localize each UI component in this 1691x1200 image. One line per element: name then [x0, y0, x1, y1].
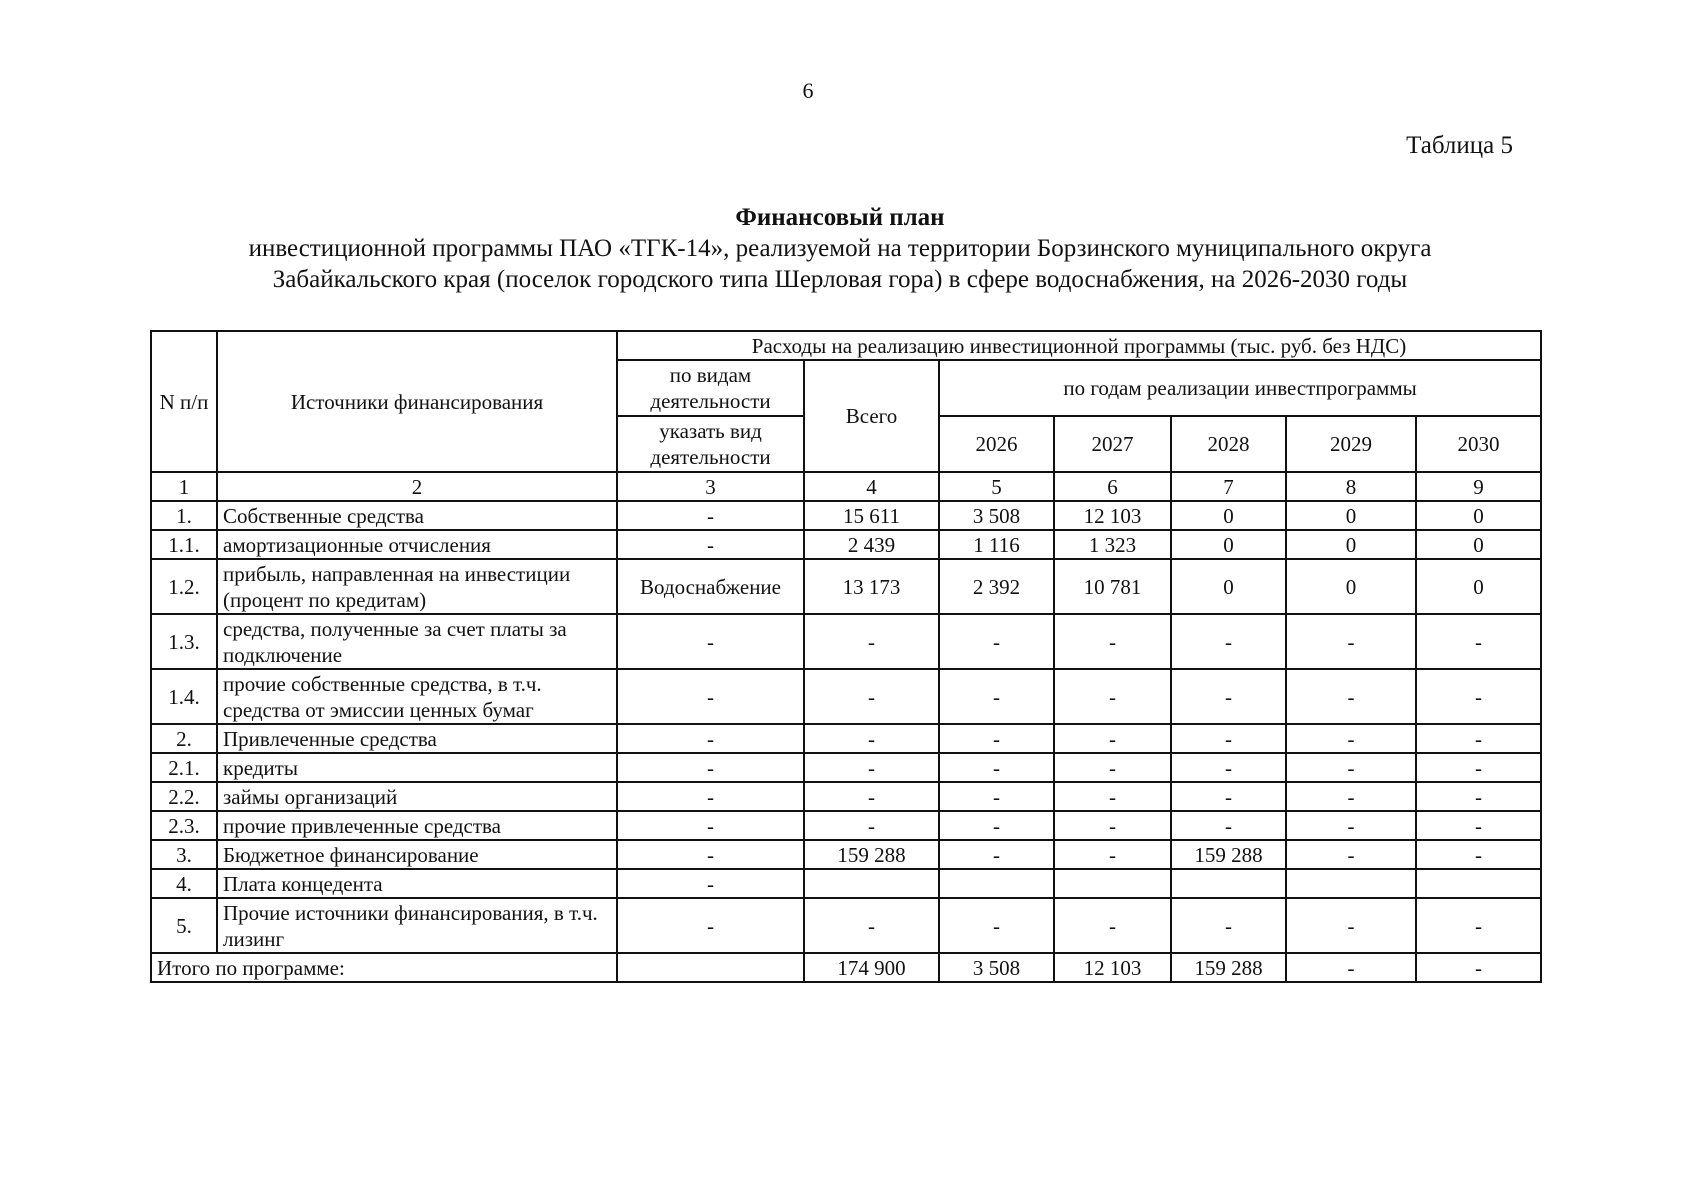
row-source: средства, полученные за счет платы за подключение [217, 614, 617, 669]
row-activity: - [617, 669, 804, 724]
row-2028: - [1171, 811, 1286, 840]
row-2029: 0 [1286, 530, 1416, 559]
row-number: 2.3. [151, 811, 217, 840]
row-2026: - [939, 669, 1054, 724]
header-specify-activity: указать вид деятельности [617, 416, 804, 472]
row-2026: - [939, 614, 1054, 669]
row-2029 [1286, 869, 1416, 898]
column-number: 4 [804, 472, 939, 501]
row-2027: - [1054, 782, 1171, 811]
row-2027: - [1054, 840, 1171, 869]
row-source: Прочие источники финансирования, в т.ч. лизинг [217, 898, 617, 953]
row-2027: 1 323 [1054, 530, 1171, 559]
row-total: 159 288 [804, 840, 939, 869]
page-number: 6 [802, 78, 814, 103]
column-number: 6 [1054, 472, 1171, 501]
row-activity: - [617, 782, 804, 811]
row-source: кредиты [217, 753, 617, 782]
row-2029: 0 [1286, 501, 1416, 530]
title-line-1: Финансовый план [735, 204, 945, 231]
row-2029: 0 [1286, 559, 1416, 614]
row-total [804, 869, 939, 898]
row-2029: - [1286, 753, 1416, 782]
row-2029: - [1286, 669, 1416, 724]
column-number: 9 [1416, 472, 1541, 501]
row-source: прибыль, направленная на инвестиции (процент по кредитам) [217, 559, 617, 614]
row-2028 [1171, 869, 1286, 898]
row-total: - [804, 753, 939, 782]
header-by-years: по годам реализации инвестпрограммы [939, 360, 1541, 416]
row-2028: 0 [1171, 501, 1286, 530]
column-number: 3 [617, 472, 804, 501]
row-2029: - [1286, 782, 1416, 811]
row-total: 13 173 [804, 559, 939, 614]
table-row [151, 501, 1541, 530]
row-total: - [804, 614, 939, 669]
row-number: 1.4. [151, 669, 217, 724]
row-2028: 0 [1171, 559, 1286, 614]
row-2030: - [1416, 811, 1541, 840]
row-2026: - [939, 811, 1054, 840]
row-activity: - [617, 898, 804, 953]
header-num: N п/п [151, 331, 217, 472]
table-row [151, 614, 1541, 669]
header-year: 2028 [1171, 416, 1286, 472]
row-2030: 0 [1416, 559, 1541, 614]
row-2028: - [1171, 753, 1286, 782]
row-2029: - [1286, 811, 1416, 840]
row-2027: - [1054, 614, 1171, 669]
row-activity: - [617, 869, 804, 898]
row-source: Бюджетное финансирование [217, 840, 617, 869]
header-year: 2029 [1286, 416, 1416, 472]
total-2029: - [1286, 953, 1416, 982]
row-number: 1.1. [151, 530, 217, 559]
table-row [151, 724, 1541, 753]
row-2028: - [1171, 669, 1286, 724]
row-2030: - [1416, 782, 1541, 811]
row-2027 [1054, 869, 1171, 898]
row-2026: 3 508 [939, 501, 1054, 530]
row-total: - [804, 724, 939, 753]
header-source: Источники финансирования [217, 331, 617, 472]
row-source: прочие собственные средства, в т.ч. средства от эмиссии ценных бумаг [217, 669, 617, 724]
column-number-row [151, 472, 1541, 501]
row-2027: - [1054, 724, 1171, 753]
row-2028: 0 [1171, 530, 1286, 559]
row-number: 5. [151, 898, 217, 953]
row-source: займы организаций [217, 782, 617, 811]
row-2030 [1416, 869, 1541, 898]
row-2026: 2 392 [939, 559, 1054, 614]
row-2028: 159 288 [1171, 840, 1286, 869]
row-2027: - [1054, 753, 1171, 782]
row-2027: - [1054, 811, 1171, 840]
financial-plan-table [150, 330, 1542, 983]
row-activity: Водоснабжение [617, 559, 804, 614]
column-number: 5 [939, 472, 1054, 501]
row-2027: 10 781 [1054, 559, 1171, 614]
row-activity: - [617, 753, 804, 782]
header-by-activity: по видам деятельности [617, 360, 804, 416]
row-total: - [804, 669, 939, 724]
row-total: 15 611 [804, 501, 939, 530]
total-2026: 3 508 [939, 953, 1054, 982]
row-number: 1.2. [151, 559, 217, 614]
total-activity [617, 953, 804, 982]
row-2026 [939, 869, 1054, 898]
row-2026: 1 116 [939, 530, 1054, 559]
header-total: Всего [804, 360, 939, 472]
row-number: 2.1. [151, 753, 217, 782]
row-2026: - [939, 840, 1054, 869]
row-2026: - [939, 724, 1054, 753]
total-label: Итого по программе: [151, 953, 617, 982]
row-total: 2 439 [804, 530, 939, 559]
row-2026: - [939, 898, 1054, 953]
column-number: 1 [151, 472, 217, 501]
row-number: 1. [151, 501, 217, 530]
table-row [151, 811, 1541, 840]
table-row [151, 669, 1541, 724]
row-number: 4. [151, 869, 217, 898]
row-source: прочие привлеченные средства [217, 811, 617, 840]
total-2028: 159 288 [1171, 953, 1286, 982]
header-year: 2026 [939, 416, 1054, 472]
title-line-2: инвестиционной программы ПАО «ТГК-14», реализуемой на территории Борзинского муниципального округа [248, 235, 1432, 262]
row-activity: - [617, 811, 804, 840]
row-activity: - [617, 614, 804, 669]
total-sum: 174 900 [804, 953, 939, 982]
row-2030: 0 [1416, 501, 1541, 530]
row-activity: - [617, 501, 804, 530]
row-2029: - [1286, 898, 1416, 953]
row-2030: 0 [1416, 530, 1541, 559]
row-2027: 12 103 [1054, 501, 1171, 530]
row-2029: - [1286, 614, 1416, 669]
document-title [150, 202, 1530, 295]
header-year: 2027 [1054, 416, 1171, 472]
row-source: Привлеченные средства [217, 724, 617, 753]
table-row [151, 530, 1541, 559]
row-activity: - [617, 530, 804, 559]
row-activity: - [617, 840, 804, 869]
column-number: 2 [217, 472, 617, 501]
row-2026: - [939, 753, 1054, 782]
row-2026: - [939, 782, 1054, 811]
row-2028: - [1171, 898, 1286, 953]
column-number: 7 [1171, 472, 1286, 501]
row-2028: - [1171, 614, 1286, 669]
row-2029: - [1286, 840, 1416, 869]
row-number: 2.2. [151, 782, 217, 811]
row-total: - [804, 782, 939, 811]
row-number: 1.3. [151, 614, 217, 669]
table-row [151, 898, 1541, 953]
row-activity: - [617, 724, 804, 753]
row-number: 3. [151, 840, 217, 869]
row-number: 2. [151, 724, 217, 753]
header-expenses: Расходы на реализацию инвестиционной программы (тыс. руб. без НДС) [617, 331, 1541, 360]
row-source: Собственные средства [217, 501, 617, 530]
row-total: - [804, 898, 939, 953]
table-row [151, 559, 1541, 614]
row-total: - [804, 811, 939, 840]
header-year: 2030 [1416, 416, 1541, 472]
table-row [151, 782, 1541, 811]
row-2029: - [1286, 724, 1416, 753]
column-number: 8 [1286, 472, 1416, 501]
table-row [151, 869, 1541, 898]
row-2027: - [1054, 898, 1171, 953]
table-row [151, 840, 1541, 869]
row-2028: - [1171, 724, 1286, 753]
row-source: Плата концедента [217, 869, 617, 898]
row-2030: - [1416, 898, 1541, 953]
title-line-3: Забайкальского края (поселок городского типа Шерловая гора) в сфере водоснабжения, на 2026-2030 годы [272, 266, 1408, 293]
row-source: амортизационные отчисления [217, 530, 617, 559]
total-2027: 12 103 [1054, 953, 1171, 982]
row-2027: - [1054, 669, 1171, 724]
row-2028: - [1171, 782, 1286, 811]
row-2030: - [1416, 669, 1541, 724]
row-2030: - [1416, 840, 1541, 869]
total-row [151, 953, 1541, 982]
row-2030: - [1416, 614, 1541, 669]
table-label: Таблица 5 [1406, 132, 1513, 159]
table-row [151, 753, 1541, 782]
row-2030: - [1416, 753, 1541, 782]
row-2030: - [1416, 724, 1541, 753]
total-2030: - [1416, 953, 1541, 982]
